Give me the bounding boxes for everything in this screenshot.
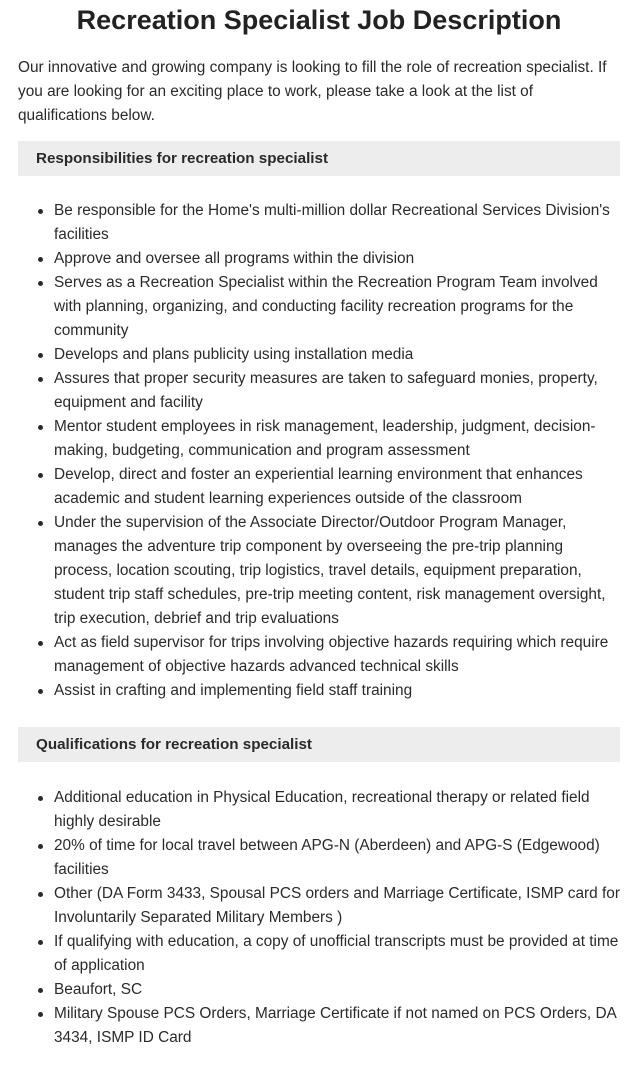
list-item-text: Mentor student employees in risk management, leadership, judgment, decision-making, budgeting, communication and program assessment	[54, 418, 596, 459]
bullet-icon	[38, 377, 43, 382]
list-item	[38, 930, 620, 978]
list-item-text: Assures that proper security measures are taken to safeguard monies, property, equipment and facility	[54, 370, 598, 411]
list-item-text: Approve and oversee all programs within the division	[54, 250, 415, 267]
list-item	[38, 978, 620, 1002]
bullet-icon	[38, 988, 43, 993]
intro-paragraph: Our innovative and growing company is looking to fill the role of recreation specialist. If you are looking for an exciting place to work, please take a look at the list of qualifications below.	[18, 59, 607, 124]
list-item	[38, 679, 620, 703]
list-item	[38, 463, 620, 511]
bullet-icon	[38, 521, 43, 526]
list-item	[38, 511, 620, 631]
list-item-text: Be responsible for the Home's multi-million dollar Recreational Services Division's facilities	[54, 202, 610, 243]
bullet-icon	[38, 844, 43, 849]
bullet-icon	[38, 641, 43, 646]
list-item	[38, 199, 620, 247]
list-item	[38, 415, 620, 463]
bullet-icon	[38, 425, 43, 430]
list-item	[38, 1002, 620, 1050]
list-item-text: Additional education in Physical Education, recreational therapy or related field highly desirable	[54, 789, 590, 830]
bullet-icon	[38, 892, 43, 897]
bullet-icon	[38, 1012, 43, 1017]
list-item-text: Military Spouse PCS Orders, Marriage Certificate if not named on PCS Orders, DA 3434, ISMP ID Card	[54, 1005, 616, 1046]
page-title: Recreation Specialist Job Description	[76, 5, 562, 35]
list-item-text: If qualifying with education, a copy of unofficial transcripts must be provided at time of application	[54, 933, 619, 974]
bullet-icon	[38, 689, 43, 694]
list-item-text: Serves as a Recreation Specialist within the Recreation Program Team involved with planning, organizing, and conducting facility recreation programs for the community	[54, 274, 598, 339]
bullet-icon	[38, 940, 43, 945]
list-item-text: Act as field supervisor for trips involving objective hazards requiring which require management of objective hazards advanced technical skills	[54, 634, 609, 675]
list-item-text: Under the supervision of the Associate Director/Outdoor Program Manager, manages the adventure trip component by overseeing the pre-trip planning process, location scouting, trip logistics, travel details, equipment preparation, student trip staff schedules, pre-trip meeting content, risk management oversight, trip execution, debrief and trip evaluations	[54, 514, 606, 627]
list-item	[38, 631, 620, 679]
bullet-icon	[38, 281, 43, 286]
list-item-text: Other (DA Form 3433, Spousal PCS orders and Marriage Certificate, ISMP card for Involuntarily Separated Military Members )	[54, 885, 620, 926]
list-item-text: Develop, direct and foster an experiential learning environment that enhances academic and student learning experiences outside of the classroom	[54, 466, 583, 507]
list-item	[38, 834, 620, 882]
bullet-icon	[38, 257, 43, 262]
qualifications-heading: Qualifications for recreation specialist	[18, 727, 620, 762]
responsibilities-heading: Responsibilities for recreation specialist	[18, 141, 620, 176]
list-item-text: Assist in crafting and implementing field staff training	[54, 682, 413, 699]
bullet-icon	[38, 796, 43, 801]
list-item-text: Beaufort, SC	[54, 981, 143, 998]
bullet-icon	[38, 209, 43, 214]
list-item	[38, 247, 620, 271]
list-item	[38, 882, 620, 930]
list-item	[38, 343, 620, 367]
list-item	[38, 271, 620, 343]
responsibilities-list	[18, 199, 620, 703]
list-item-text: 20% of time for local travel between APG-N (Aberdeen) and APG-S (Edgewood) facilities	[54, 837, 600, 878]
qualifications-list	[18, 786, 620, 1050]
list-item	[38, 786, 620, 834]
list-item	[38, 367, 620, 415]
list-item-text: Develops and plans publicity using installation media	[54, 346, 414, 363]
bullet-icon	[38, 353, 43, 358]
bullet-icon	[38, 473, 43, 478]
